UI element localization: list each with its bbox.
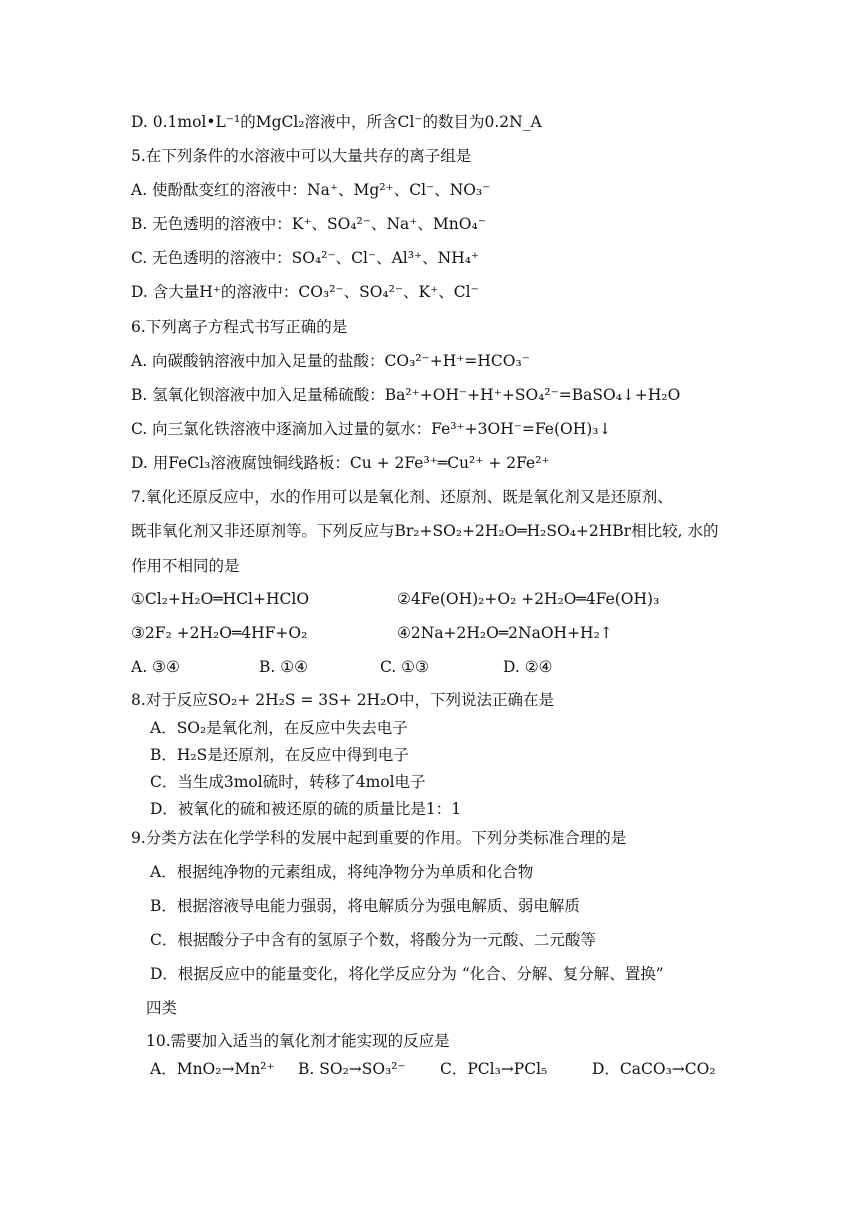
q6-option-d: D. 用FeCl₃溶液腐蚀铜线路板：Cu + 2Fe³⁺═Cu²⁺ + 2Fe²⁺ (131, 454, 550, 472)
q7-stem-line3: 作用不相同的是 (131, 557, 240, 575)
q6-stem: 6.下列离子方程式书写正确的是 (131, 318, 348, 336)
q10-option-a: A．MnO₂→Mn²⁺ (150, 1060, 275, 1078)
q10-option-c: C．PCl₃→PCl₅ (440, 1060, 548, 1078)
q8-stem: 8.对于反应SO₂+ 2H₂S = 3S+ 2H₂O中，下列说法正确在是 (131, 691, 554, 709)
q9-option-d-cont: 四类 (146, 999, 178, 1017)
q7-stem-line2: 既非氧化剂又非还原剂等。下列反应与Br₂+SO₂+2H₂O═H₂SO₄+2HBr相比较, 水的 (131, 522, 719, 540)
q7-option-a: A. ③④ (131, 658, 180, 676)
q6-option-a: A. 向碳酸钠溶液中加入足量的盐酸：CO₃²⁻+H⁺=HCO₃⁻ (131, 352, 530, 370)
q5-option-a: A. 使酚酞变红的溶液中：Na⁺、Mg²⁺、Cl⁻、NO₃⁻ (131, 181, 491, 199)
q8-option-b: B．H₂S是还原剂，在反应中得到电子 (150, 746, 409, 764)
q5-stem: 5.在下列条件的水溶液中可以大量共存的离子组是 (131, 147, 472, 165)
q9-stem: 9.分类方法在化学学科的发展中起到重要的作用。下列分类标准合理的是 (131, 829, 627, 847)
q7-option-c: C. ①③ (380, 658, 429, 676)
q9-option-b: B．根据溶液导电能力强弱，将电解质分为强电解质、弱电解质 (150, 897, 580, 915)
q4-option-d: D. 0.1mol•L⁻¹的MgCl₂溶液中，所含Cl⁻的数目为0.2N_A (131, 113, 542, 131)
q10-stem: 10.需要加入适当的氧化剂才能实现的反应是 (146, 1032, 450, 1050)
q5-option-d: D. 含大量H⁺的溶液中：CO₃²⁻、SO₄²⁻、K⁺、Cl⁻ (131, 283, 479, 301)
q7-reaction-2: ②4Fe(OH)₂+O₂ +2H₂O═4Fe(OH)₃ (397, 590, 660, 608)
q7-option-d: D. ②④ (503, 658, 553, 676)
q9-option-d: D．根据反应中的能量变化，将化学反应分为 “化合、分解、复分解、置换” (150, 965, 664, 983)
q7-reaction-3: ③2F₂ +2H₂O═4HF+O₂ (131, 624, 308, 642)
q6-option-b: B. 氢氧化钡溶液中加入足量稀硫酸：Ba²⁺+OH⁻+H⁺+SO₄²⁻=BaSO₄↓+H₂O (131, 386, 681, 404)
q8-option-c: C．当生成3mol硫时，转移了4mol电子 (150, 773, 426, 791)
q9-option-a: A．根据纯净物的元素组成，将纯净物分为单质和化合物 (150, 863, 534, 881)
q7-reaction-4: ④2Na+2H₂O═2NaOH+H₂↑ (397, 624, 613, 642)
q7-option-b: B. ①④ (259, 658, 309, 676)
q6-option-c: C. 向三氯化铁溶液中逐滴加入过量的氨水：Fe³⁺+3OH⁻=Fe(OH)₃↓ (131, 420, 612, 438)
q9-option-c: C．根据酸分子中含有的氢原子个数，将酸分为一元酸、二元酸等 (150, 931, 596, 949)
q8-option-d: D．被氧化的硫和被还原的硫的质量比是1：1 (150, 800, 462, 818)
q10-option-d: D．CaCO₃→CO₂ (592, 1060, 716, 1078)
q10-option-b: B. SO₂→SO₃²⁻ (298, 1060, 406, 1078)
q8-option-a: A．SO₂是氧化剂，在反应中失去电子 (150, 719, 408, 737)
q5-option-b: B. 无色透明的溶液中：K⁺、SO₄²⁻、Na⁺、MnO₄⁻ (131, 215, 486, 233)
q7-reaction-1: ①Cl₂+H₂O═HCl+HClO (131, 590, 310, 608)
q5-option-c: C. 无色透明的溶液中：SO₄²⁻、Cl⁻、Al³⁺、NH₄⁺ (131, 249, 480, 267)
q7-stem-line1: 7.氧化还原反应中，水的作用可以是氧化剂、还原剂、既是氧化剂又是还原剂、 (131, 488, 673, 506)
